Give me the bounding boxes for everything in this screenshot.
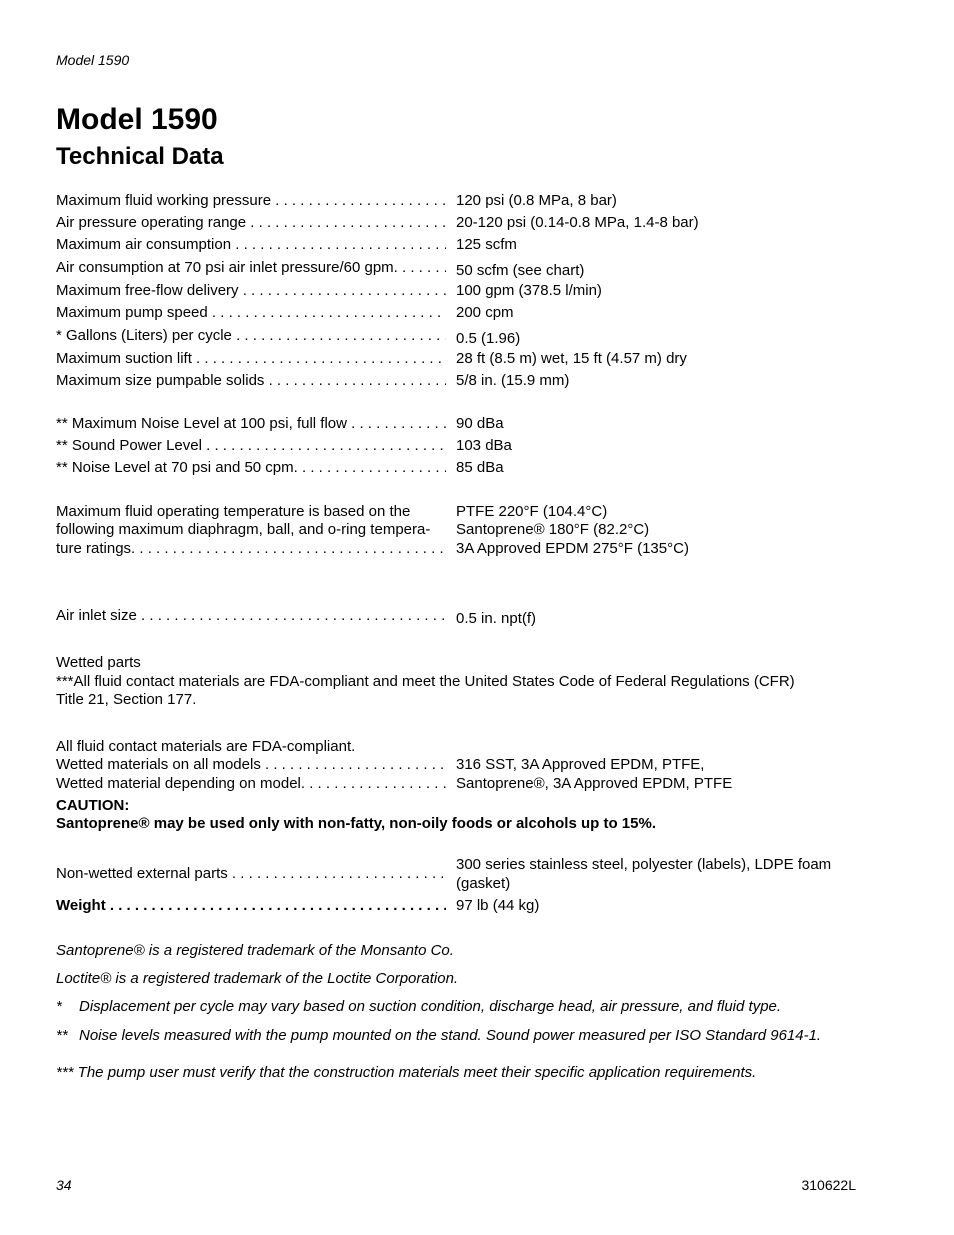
wetted-text: Title 21, Section 177.: [56, 691, 197, 708]
spec-value: 103 dBa: [456, 437, 512, 454]
trademark-note: Santoprene® is a registered trademark of the Monsanto Co.: [56, 942, 454, 959]
running-header: Model 1590: [56, 52, 130, 68]
spec-label: Maximum fluid working pressure . . .: [56, 191, 446, 210]
spec-label: Weight . . .: [56, 896, 446, 915]
spec-value: 120 psi (0.8 MPa, 8 bar): [456, 192, 617, 209]
caution-title: CAUTION:: [56, 797, 130, 814]
section-title: Technical Data: [56, 143, 224, 170]
spec-label: ** Sound Power Level . . .: [56, 436, 446, 455]
spec-value: 0.5 (1.96): [456, 330, 521, 347]
trademark-note: Loctite® is a registered trademark of the Loctite Corporation.: [56, 970, 459, 987]
spec-value: 300 series stainless steel, polyester (labels), LDPE foam (gasket): [456, 856, 832, 892]
spec-value: 100 gpm (378.5 l/min): [456, 282, 602, 299]
spec-value: 125 scfm: [456, 236, 517, 253]
footnote-text: *** The pump user must verify that the construction materials meet their specific application requirements.: [56, 1064, 757, 1081]
footnote-marker: *: [56, 998, 62, 1015]
materials-intro: All fluid contact materials are FDA-compliant.: [56, 738, 356, 755]
spec-label: Maximum free-flow delivery . . .: [56, 281, 446, 300]
temperature-text-line: following maximum diaphragm, ball, and o-ring tempera-: [56, 521, 431, 538]
spec-label: Maximum air consumption . . .: [56, 235, 446, 254]
footnote-marker: **: [56, 1027, 68, 1044]
spec-value: 316 SST, 3A Approved EPDM, PTFE,: [456, 756, 705, 773]
spec-label: Air consumption at 70 psi air inlet pressure/60 gpm. . . .: [56, 258, 446, 277]
spec-label: ** Maximum Noise Level at 100 psi, full flow . . .: [56, 414, 446, 433]
footnote-text: Displacement per cycle may vary based on suction condition, discharge head, air pressure, and fluid type.: [79, 998, 782, 1015]
spec-value: Santoprene®, 3A Approved EPDM, PTFE: [456, 775, 733, 792]
page-title: Model 1590: [56, 103, 218, 136]
page-number: 34: [56, 1177, 72, 1193]
temperature-value: PTFE 220°F (104.4°C): [456, 503, 608, 520]
spec-value: 28 ft (8.5 m) wet, 15 ft (4.57 m) dry: [456, 350, 687, 367]
spec-label: Air inlet size . . .: [56, 606, 446, 625]
document-number: 310622L: [801, 1177, 856, 1193]
spec-value: 97 lb (44 kg): [456, 897, 540, 914]
footnote-text: Noise levels measured with the pump mounted on the stand. Sound power measured per ISO Standard 9614-1.: [79, 1027, 822, 1044]
spec-label: Maximum size pumpable solids . . .: [56, 371, 446, 390]
spec-label: Maximum suction lift . . .: [56, 349, 446, 368]
spec-value: 90 dBa: [456, 415, 504, 432]
spec-label: Air pressure operating range . . .: [56, 213, 446, 232]
spec-value: 0.5 in. npt(f): [456, 610, 537, 627]
wetted-text: ***All fluid contact materials are FDA-compliant and meet the United States Code of Federal Regulations (CFR): [56, 673, 795, 690]
spec-label: Non-wetted external parts . . .: [56, 864, 446, 883]
spec-label: ** Noise Level at 70 psi and 50 cpm. . . .: [56, 458, 446, 477]
temperature-text-line: ture ratings. . . .: [56, 539, 446, 558]
spec-value: 200 cpm: [456, 304, 514, 321]
spec-value: 20-120 psi (0.14-0.8 MPa, 1.4-8 bar): [456, 214, 699, 231]
spec-value: 5/8 in. (15.9 mm): [456, 372, 570, 389]
temperature-value: 3A Approved EPDM 275°F (135°C): [456, 540, 689, 557]
spec-value: 85 dBa: [456, 459, 504, 476]
caution-text: Santoprene® may be used only with non-fatty, non-oily foods or alcohols up to 15%.: [56, 815, 656, 832]
temperature-text-line: Maximum fluid operating temperature is based on the: [56, 503, 411, 520]
wetted-heading: Wetted parts: [56, 654, 141, 671]
spec-label: Wetted material depending on model. . . .: [56, 774, 446, 793]
spec-label: * Gallons (Liters) per cycle . . .: [56, 326, 446, 345]
spec-label: Maximum pump speed . . .: [56, 303, 446, 322]
spec-value: 50 scfm (see chart): [456, 262, 585, 279]
spec-label: Wetted materials on all models . . .: [56, 755, 446, 774]
temperature-value: Santoprene® 180°F (82.2°C): [456, 521, 650, 538]
